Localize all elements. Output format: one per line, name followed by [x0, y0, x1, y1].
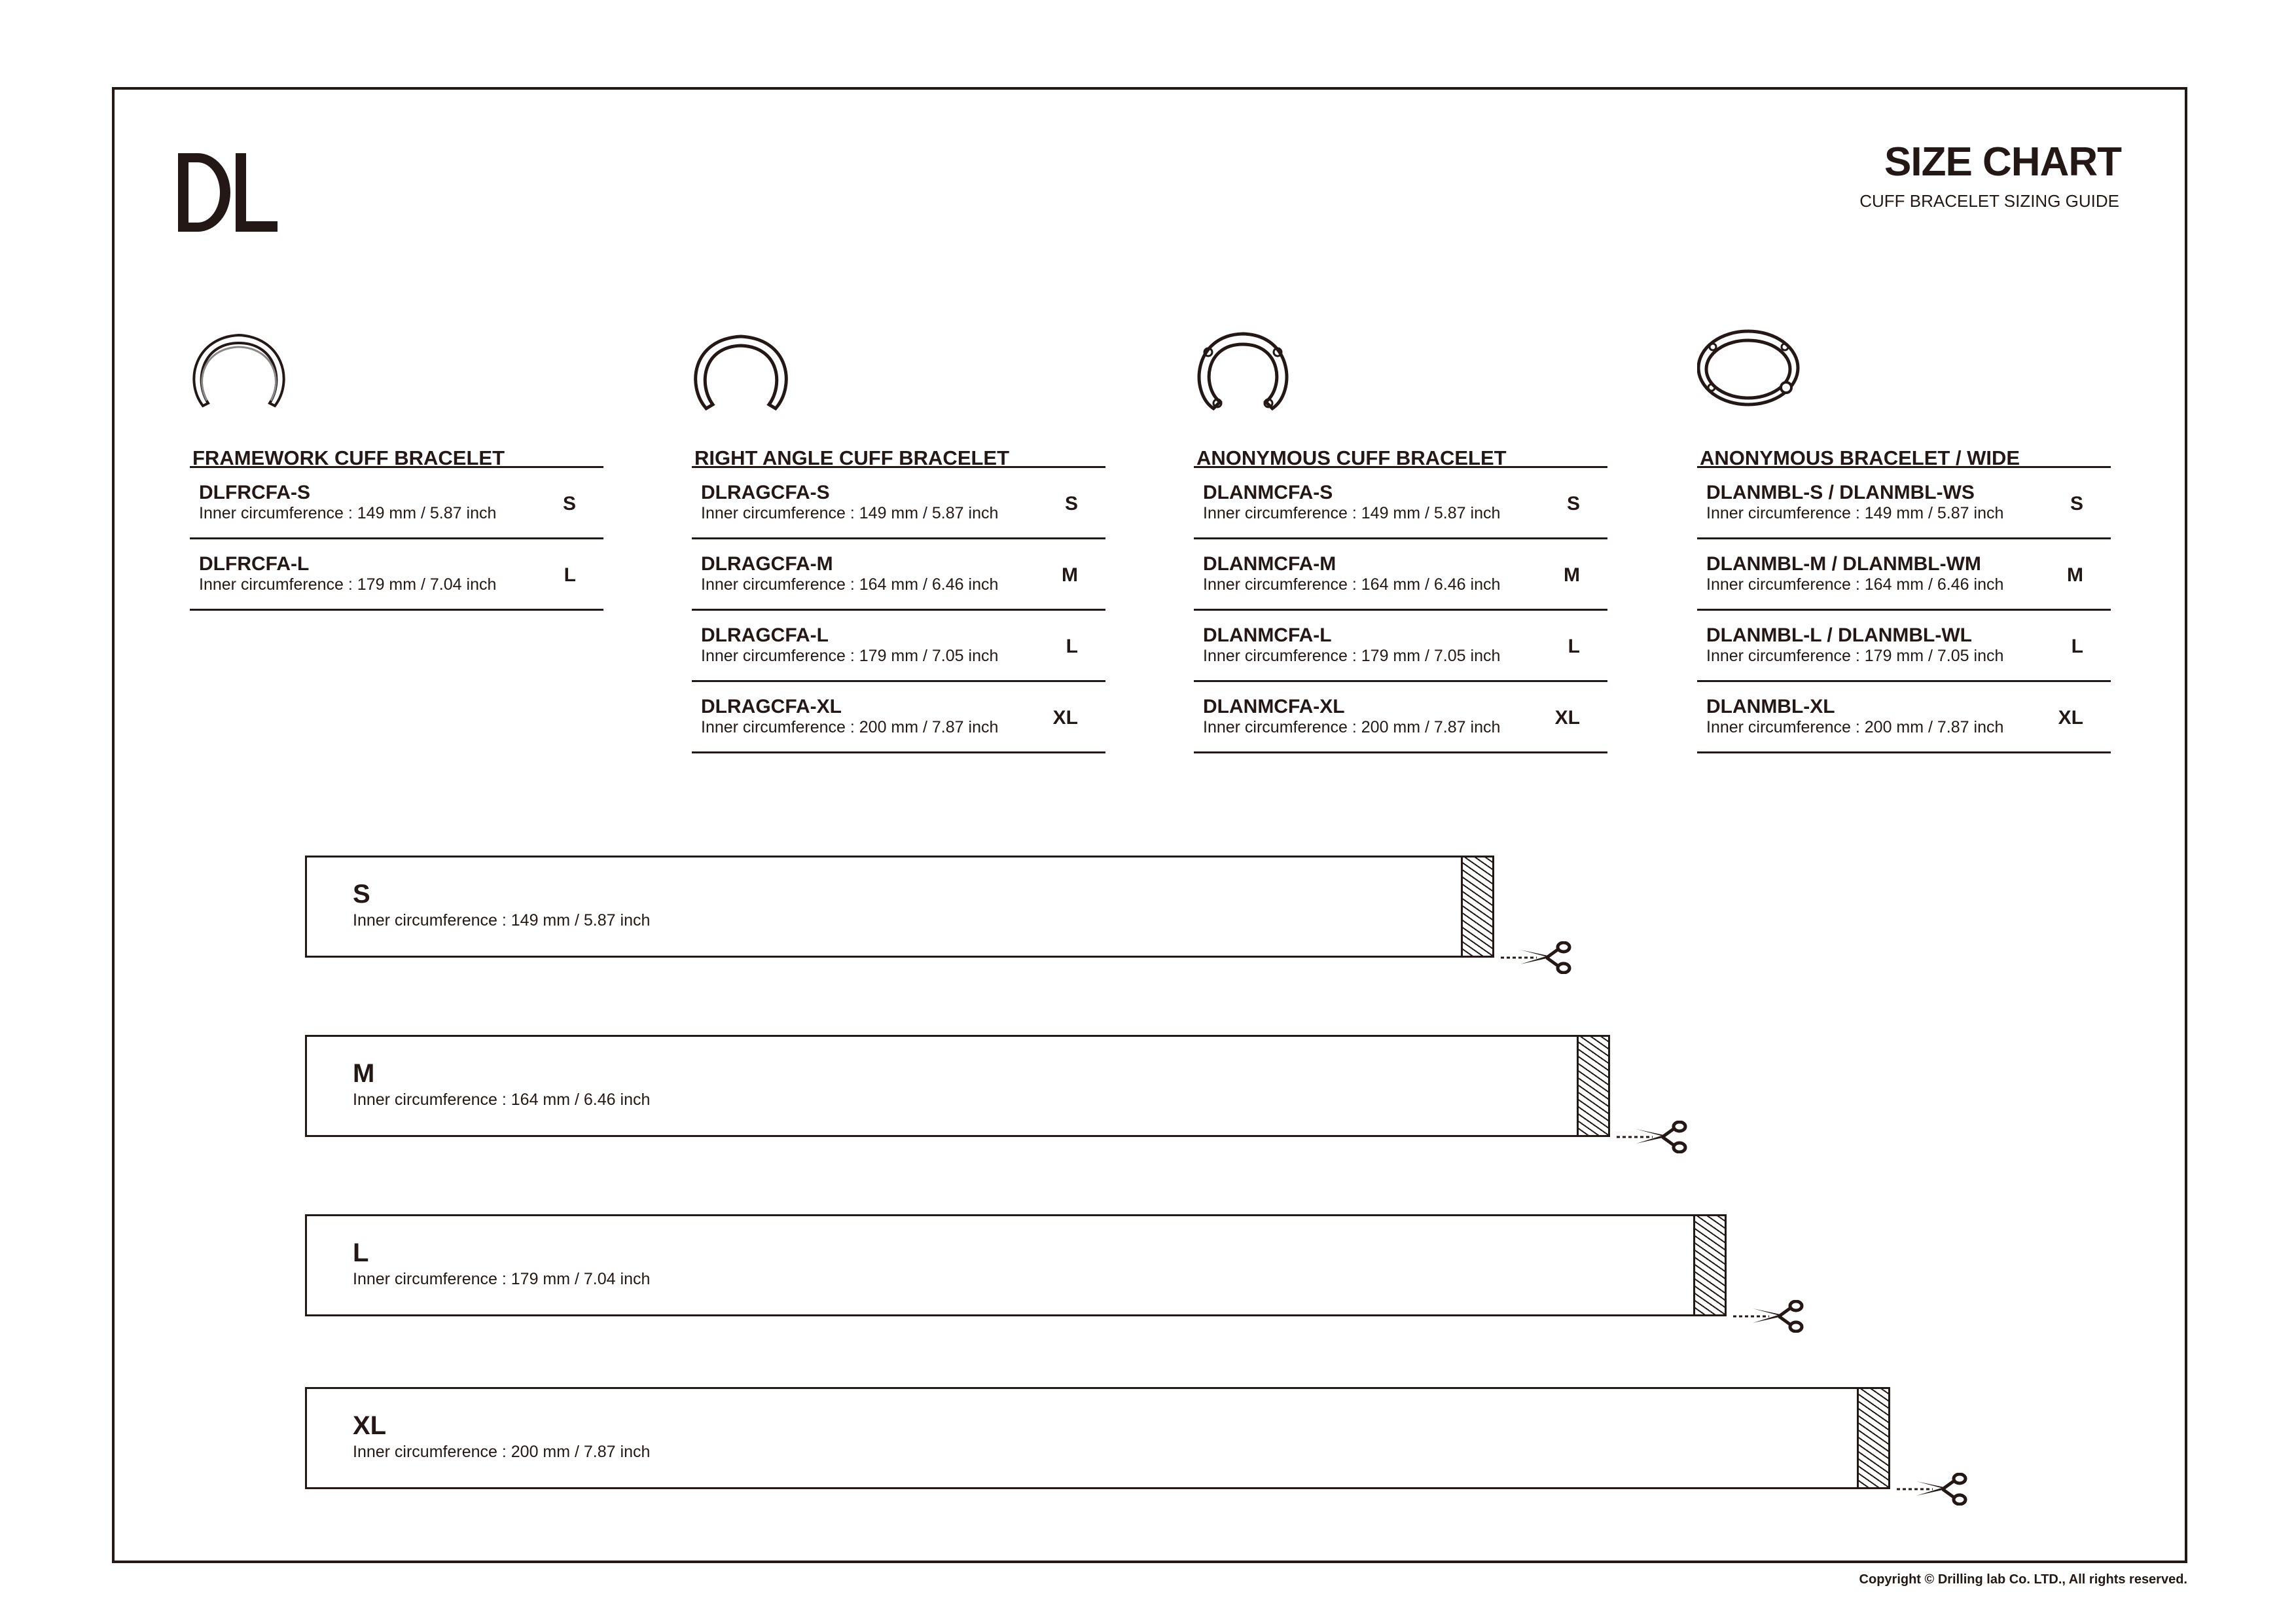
circumference: Inner circumference : 179 mm / 7.05 inch [1203, 647, 1501, 665]
circumference: Inner circumference : 179 mm / 7.05 inch [701, 647, 999, 665]
product-code: DLRAGCFA-L [701, 624, 829, 646]
product-code: DLANMCFA-XL [1203, 696, 1345, 717]
circumference: Inner circumference : 179 mm / 7.04 inch [199, 575, 497, 594]
size-row [1194, 682, 1607, 753]
size-label: L [1066, 636, 1078, 657]
product-name: RIGHT ANGLE CUFF BRACELET [692, 416, 1105, 468]
strip-size: M [353, 1059, 375, 1088]
product-code: DLANMCFA-L [1203, 624, 1332, 646]
product-section [1194, 327, 1607, 753]
size-label: M [1062, 564, 1078, 586]
product-name: ANONYMOUS CUFF BRACELET [1194, 416, 1607, 468]
right-angle-cuff-icon [692, 327, 797, 412]
size-label: XL [2058, 707, 2083, 729]
size-row [692, 539, 1105, 611]
circumference: Inner circumference : 149 mm / 5.87 inch [1203, 504, 1501, 522]
page-title: SIZE CHART [1884, 139, 2121, 185]
product-code: DLANMBL-XL [1706, 696, 1835, 717]
sizing-strip-xl [305, 1387, 1890, 1489]
strip-circumference: Inner circumference : 200 mm / 7.87 inch [353, 1443, 651, 1461]
product-section [190, 327, 603, 611]
product-name: FRAMEWORK CUFF BRACELET [190, 416, 603, 468]
circumference: Inner circumference : 149 mm / 5.87 inch [701, 504, 999, 522]
size-row [1697, 611, 2111, 682]
size-row [1194, 539, 1607, 611]
sizing-strip-s [305, 856, 1494, 958]
product-section [1697, 327, 2111, 753]
size-label: S [562, 493, 576, 514]
strip-size: S [353, 880, 370, 909]
size-label: XL [1052, 707, 1078, 729]
product-section [692, 327, 1105, 753]
size-label: L [1568, 636, 1580, 657]
circumference: Inner circumference : 164 mm / 6.46 inch [701, 575, 999, 594]
product-code: DLANMCFA-M [1203, 553, 1336, 575]
dl-logo [178, 153, 278, 232]
hatched-overlap [1693, 1216, 1725, 1314]
size-label: S [2070, 493, 2083, 514]
product-code: DLRAGCFA-M [701, 553, 833, 575]
product-code: DLRAGCFA-XL [701, 696, 842, 717]
size-row [190, 539, 603, 611]
circumference: Inner circumference : 200 mm / 7.87 inch [1203, 718, 1501, 736]
size-row [1194, 611, 1607, 682]
strip-circumference: Inner circumference : 179 mm / 7.04 inch [353, 1270, 651, 1288]
page-subtitle: CUFF BRACELET SIZING GUIDE [1859, 191, 2119, 211]
strip-circumference: Inner circumference : 149 mm / 5.87 inch [353, 911, 651, 929]
size-label: XL [1554, 707, 1580, 729]
size-row [1697, 682, 2111, 753]
circumference: Inner circumference : 149 mm / 5.87 inch [199, 504, 497, 522]
scissors-icon [1617, 1121, 1689, 1153]
circumference: Inner circumference : 149 mm / 5.87 inch [1706, 504, 2004, 522]
size-row [692, 611, 1105, 682]
hatched-overlap [1857, 1389, 1888, 1487]
size-row [1697, 539, 2111, 611]
size-label: M [1564, 564, 1580, 586]
size-label: S [1566, 493, 1580, 514]
product-code: DLRAGCFA-S [701, 482, 830, 503]
strip-size: XL [353, 1411, 387, 1440]
copyright: Copyright © Drilling lab Co. LTD., All rights reserved. [1859, 1572, 2187, 1587]
product-code: DLANMBL-S / DLANMBL-WS [1706, 482, 1975, 503]
scissors-icon [1501, 941, 1573, 974]
circumference: Inner circumference : 179 mm / 7.05 inch [1706, 647, 2004, 665]
circumference: Inner circumference : 200 mm / 7.87 inch [701, 718, 999, 736]
size-row [1194, 468, 1607, 539]
product-code: DLANMBL-M / DLANMBL-WM [1706, 553, 1981, 575]
size-row [1697, 468, 2111, 539]
framework-cuff-icon [190, 327, 295, 412]
scissors-icon [1733, 1300, 1805, 1333]
anonymous-cuff-icon [1194, 327, 1299, 412]
size-label: L [564, 564, 576, 586]
anonymous-bracelet-wide-icon [1697, 327, 1802, 412]
size-row [190, 468, 603, 539]
size-label: M [2067, 564, 2083, 586]
product-code: DLFRCFA-L [199, 553, 310, 575]
product-code: DLFRCFA-S [199, 482, 310, 503]
circumference: Inner circumference : 200 mm / 7.87 inch [1706, 718, 2004, 736]
size-label: S [1064, 493, 1078, 514]
hatched-overlap [1461, 857, 1492, 956]
product-code: DLANMBL-L / DLANMBL-WL [1706, 624, 1973, 646]
strip-circumference: Inner circumference : 164 mm / 6.46 inch [353, 1091, 651, 1109]
size-row [692, 682, 1105, 753]
product-code: DLANMCFA-S [1203, 482, 1333, 503]
scissors-icon [1897, 1473, 1969, 1506]
strip-size: L [353, 1238, 369, 1267]
product-name: ANONYMOUS BRACELET / WIDE [1697, 416, 2111, 468]
sizing-strip-m [305, 1035, 1610, 1137]
sizing-strip-l [305, 1214, 1727, 1316]
size-row [692, 468, 1105, 539]
hatched-overlap [1577, 1037, 1608, 1135]
page-frame [112, 87, 2187, 1563]
circumference: Inner circumference : 164 mm / 6.46 inch [1203, 575, 1501, 594]
size-label: L [2071, 636, 2083, 657]
circumference: Inner circumference : 164 mm / 6.46 inch [1706, 575, 2004, 594]
